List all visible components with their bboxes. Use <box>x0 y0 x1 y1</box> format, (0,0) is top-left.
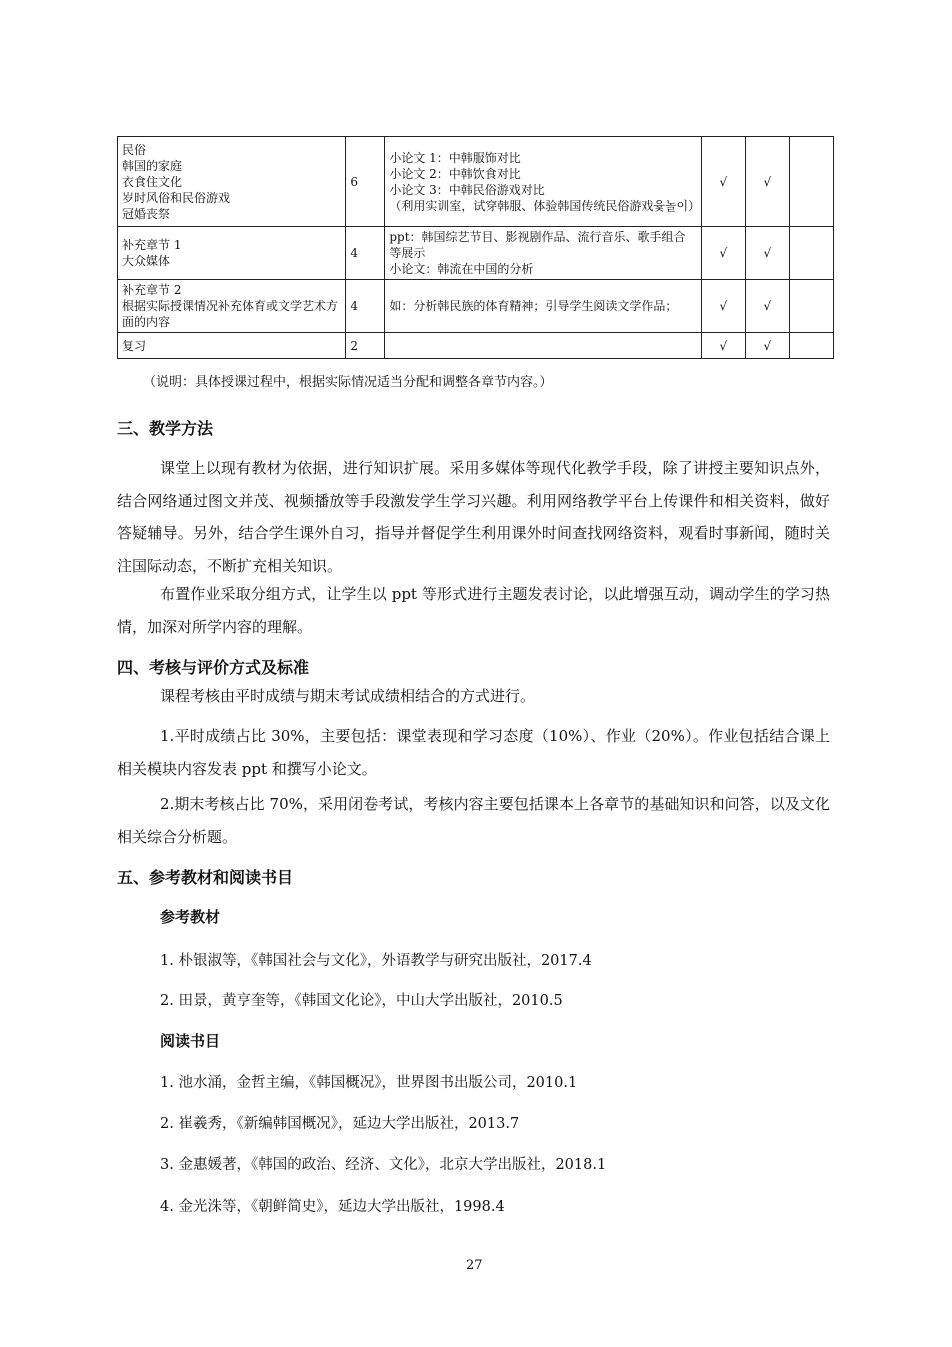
schedule-table <box>117 136 834 359</box>
list-item: 2. 田景，黄亨奎等，《韩国文化论》，中山大学出版社，2010.5 <box>160 993 563 1009</box>
list-item: 4. 金光洙等，《朝鲜简史》，延边大学出版社，1998.4 <box>160 1199 505 1215</box>
empty-cell <box>789 227 833 280</box>
empty-cell <box>789 333 833 359</box>
subheading-textbooks: 参考教材 <box>160 908 221 926</box>
check-cell: √ <box>745 137 789 227</box>
list-item: 3. 金惠媛著，《韩国的政治、经济、文化》，北京大学出版社，2018.1 <box>160 1157 607 1173</box>
paragraph: 课堂上以现有教材为依据，进行知识扩展。采用多媒体等现代化教学手段，除了讲授主要知识点外，结合网络通过图文并茂、视频播放等手段激发学生学习兴趣。利用网络教学平台上传课件和相关资料，做好答疑辅导。另外，结合学生课外自习，指导并督促学生利用课外时间查找网络资料，观看时事新闻，随时关注国际动态，不断扩充相关知识。 <box>117 459 830 575</box>
table-row <box>118 280 834 333</box>
subheading-reading-list: 阅读书目 <box>160 1032 221 1050</box>
list-item: 1. 朴银淑等，《韩国社会与文化》，外语教学与研究出版社，2017.4 <box>160 953 592 969</box>
topic-cell: 补充章节 1 大众媒体 <box>118 227 346 280</box>
hours-cell: 6 <box>346 137 385 227</box>
table-note: （说明：具体授课过程中，根据实际情况适当分配和调整各章节内容。） <box>143 375 553 390</box>
list-item: 2. 崔羲秀，《新编韩国概况》，延边大学出版社，2013.7 <box>160 1116 520 1132</box>
check-cell: √ <box>701 137 745 227</box>
paragraph: 布置作业采取分组方式，让学生以 ppt 等形式进行主题发表讨论，以此增强互动，调动学生的学习热情，加深对所学内容的理解。 <box>117 585 830 636</box>
hours-cell: 2 <box>346 333 385 359</box>
section-heading-references: 五、参考教材和阅读书目 <box>117 868 294 887</box>
empty-cell <box>789 280 833 333</box>
check-cell: √ <box>701 280 745 333</box>
activity-cell: ppt：韩国综艺节目、影视剧作品、流行音乐、歌手组合等展示 小论文：韩流在中国的分析 <box>385 227 701 280</box>
list-item: 1. 池水涌，金哲主编，《韩国概况》，世界图书出版公司，2010.1 <box>160 1075 578 1091</box>
table-row <box>118 137 834 227</box>
section-heading-assessment: 四、考核与评价方式及标准 <box>117 658 310 677</box>
empty-cell <box>789 137 833 227</box>
check-cell: √ <box>745 280 789 333</box>
paragraph: 2.期末考核占比 70%，采用闭卷考试，考核内容主要包括课本上各章节的基础知识和问答，以及文化相关综合分析题。 <box>117 795 830 846</box>
topic-cell: 补充章节 2 根据实际授课情况补充体育或文学艺术方面的内容 <box>118 280 346 333</box>
section-heading-teaching-methods: 三、教学方法 <box>117 419 214 438</box>
paragraph: 1.平时成绩占比 30%，主要包括：课堂表现和学习态度（10%）、作业（20%）。作业包括结合课上相关模块内容发表 ppt 和撰写小论文。 <box>117 727 830 778</box>
page-number: 27 <box>466 1258 483 1273</box>
topic-cell: 复习 <box>118 333 346 359</box>
activity-cell: 小论文 1：中韩服饰对比 小论文 2：中韩饮食对比 小论文 3：中韩民俗游戏对比 （利用实训室，试穿韩服、体验韩国传统民俗游戏윷놀이） <box>385 137 701 227</box>
hours-cell: 4 <box>346 280 385 333</box>
activity-cell: 如：分析韩民族的体育精神；引导学生阅读文学作品； <box>385 280 701 333</box>
paragraph: 课程考核由平时成绩与期末考试成绩相结合的方式进行。 <box>160 687 536 705</box>
activity-cell <box>385 333 701 359</box>
check-cell: √ <box>745 227 789 280</box>
check-cell: √ <box>745 333 789 359</box>
table-row <box>118 227 834 280</box>
hours-cell: 4 <box>346 227 385 280</box>
table-row <box>118 333 834 359</box>
topic-cell: 民俗 韩国的家庭 衣食住文化 岁时风俗和民俗游戏 冠婚丧祭 <box>118 137 346 227</box>
check-cell: √ <box>701 333 745 359</box>
check-cell: √ <box>701 227 745 280</box>
